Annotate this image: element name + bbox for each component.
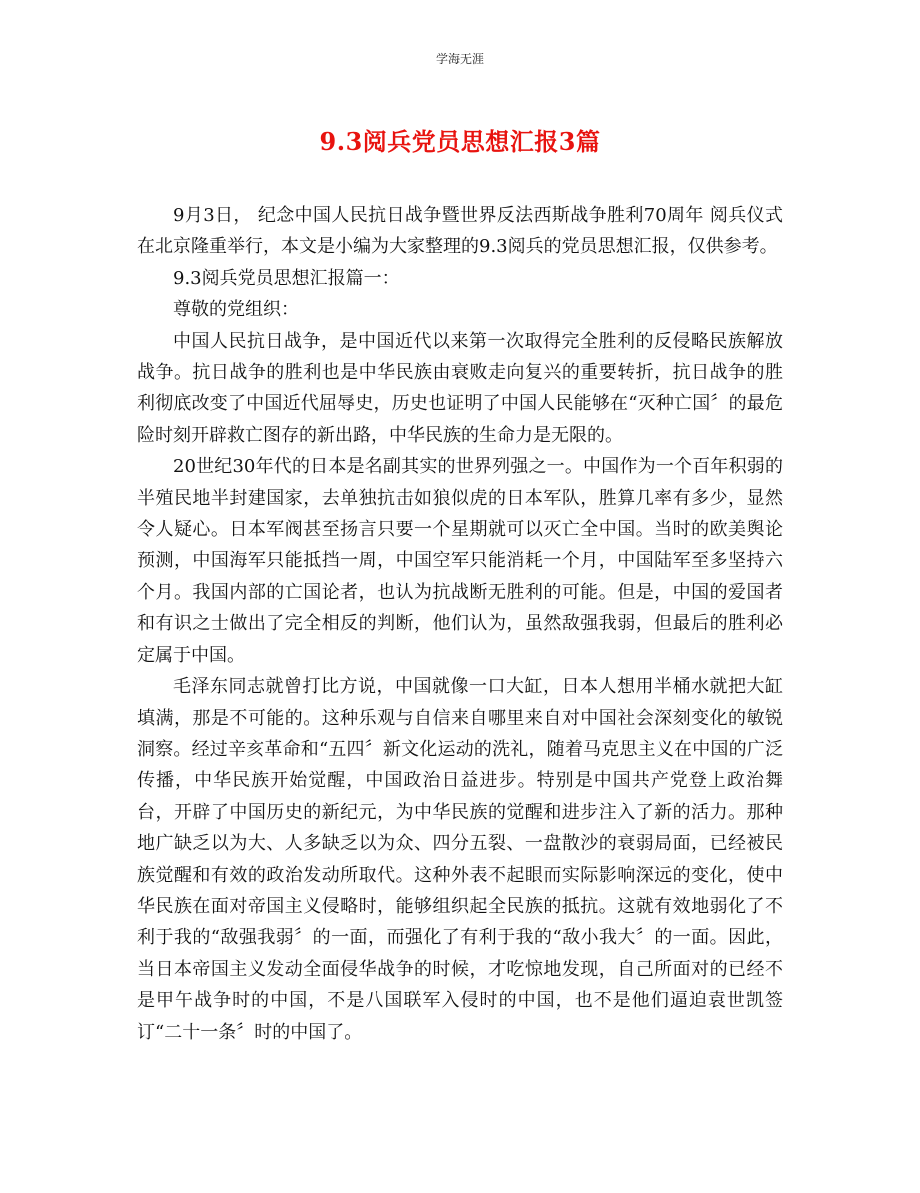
document-body	[137, 200, 783, 1048]
paragraph-body-2: 20世纪30年代的日本是名副其实的世界列强之一。中国作为一个百年积弱的半殖民地半封建国家，去单独抗击如狼似虎的日本军队，胜算几率有多少，显然令人疑心。日本军阀甚至扬言只要一个星期就可以灭亡全中国。当时的欧美舆论预测，中国海军只能抵挡一周，中国空军只能消耗一个月，中国陆军至多坚持六个月。我国内部的亡国论者，也认为抗战断无胜利的可能。但是，中国的爱国者和有识之士做出了完全相反的判断，他们认为，虽然敌强我弱，但最后的胜利必定属于中国。	[137, 456, 783, 666]
paragraph-salutation: 尊敬的党组织：	[173, 299, 299, 321]
page-header: 学海无涯	[435, 52, 484, 66]
paragraph-section-heading: 9.3阅兵党员思想汇报篇一：	[173, 267, 400, 289]
paragraph-body-1: 中国人民抗日战争，是中国近代以来第一次取得完全胜利的反侵略民族解放战争。抗日战争的胜利也是中华民族由衰败走向复兴的重要转折，抗日战争的胜利彻底改变了中国近代屈辱史，历史也证明了中国人民能够在“灭种亡国〞的最危险时刻开辟救亡图存的新出路，中华民族的生命力是无限的。	[137, 330, 783, 446]
document-title: 9.3阅兵党员思想汇报3篇	[319, 127, 601, 156]
paragraph-intro: 9月3日， 纪念中国人民抗日战争暨世界反法西斯战争胜利70周年 阅兵仪式在北京隆重举行，本文是小编为大家整理的9.3阅兵的党员思想汇报，仅供参考。	[137, 205, 783, 258]
paragraph-body-3: 毛泽东同志就曾打比方说，中国就像一口大缸，日本人想用半桶水就把大缸填满，那是不可能的。这种乐观与自信来自哪里来自对中国社会深刻变化的敏锐洞察。经过辛亥革命和“五四〞新文化运动的洗礼，随着马克思主义在中国的广泛传播，中华民族开始觉醒，中国政治日益进步。特别是中国共产党登上政治舞台，开辟了中国历史的新纪元，为中华民族的觉醒和进步注入了新的活力。那种地广缺乏以为大、人多缺乏以为众、四分五裂、一盘散沙的衰弱局面，已经被民族觉醒和有效的政治发动所取代。这种外表不起眼而实际影响深远的变化，使中华民族在面对帝国主义侵略时，能够组织起全民族的抵抗。这就有效地弱化了不利于我的“敌强我弱〞的一面，而强化了有利于我的“敌小我大〞的一面。因此，当日本帝国主义发动全面侵华战争的时候，才吃惊地发现，自己所面对的已经不是甲午战争时的中国，不是八国联军入侵时的中国，也不是他们逼迫袁世凯签订“二十一条〞时的中国了。	[137, 676, 783, 1043]
